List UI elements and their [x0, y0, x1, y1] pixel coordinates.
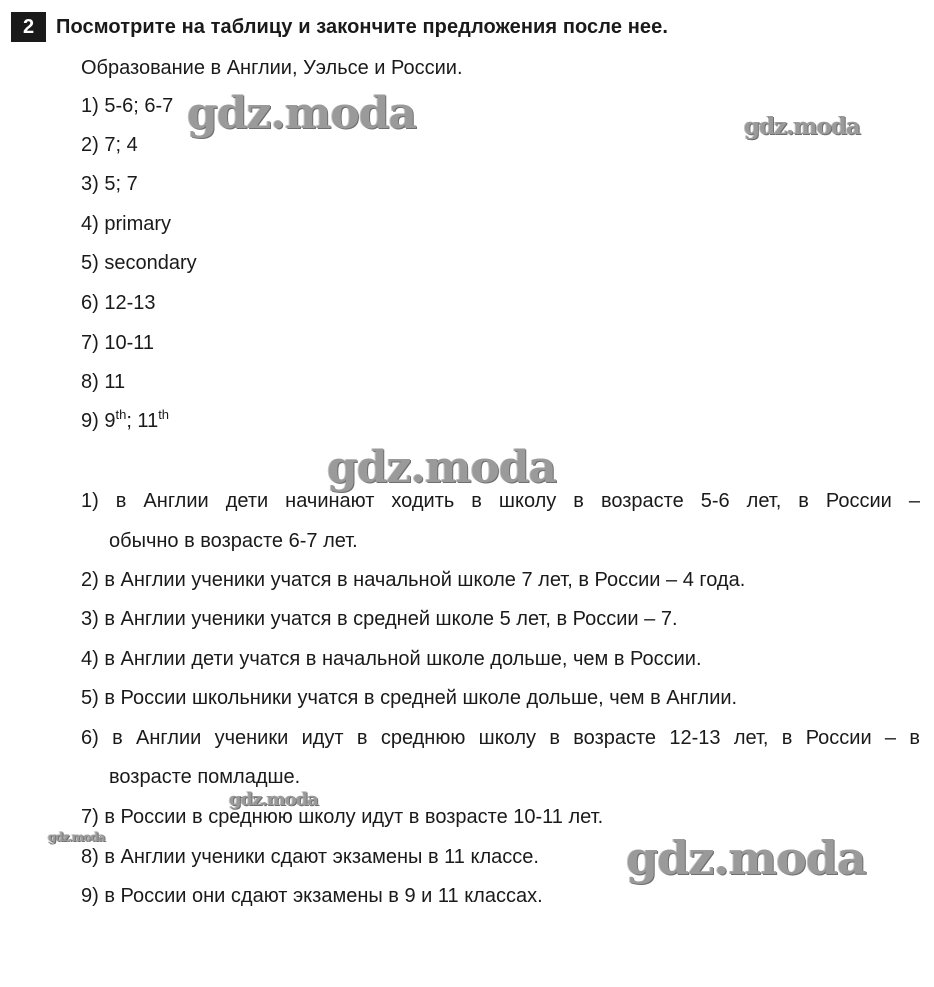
task-title: Посмотрите на таблицу и закончите предложения после нее. [56, 15, 668, 38]
watermark-logo: gdz.moda [48, 830, 105, 844]
answer-8: 8) 11 [81, 371, 126, 393]
sentence-8: 8) в Англии ученики сдают экзамены в 11 классе. [81, 846, 539, 868]
answer-1: 1) 5-6; 6-7 [81, 95, 174, 117]
answer-9-prefix: 9) 9 [81, 410, 116, 432]
answer-7: 7) 10-11 [81, 332, 155, 354]
watermark-logo: gdz.moda [327, 442, 557, 493]
sentence-9: 9) в России они сдают экзамены в 9 и 11 классах. [81, 885, 543, 907]
watermark-logo: gdz.moda [626, 831, 866, 885]
answer-9-sup-1: th [115, 407, 127, 422]
answer-6: 6) 12-13 [81, 292, 156, 314]
answer-3: 3) 5; 7 [81, 173, 138, 195]
sentence-6-line-1: 6) в Англии ученики идут в среднюю школу в возрасте 12-13 лет, в России – в [81, 727, 920, 749]
answer-9-middle: ; 11 [126, 410, 159, 432]
answer-9 [81, 408, 169, 434]
answer-4: 4) primary [81, 213, 172, 235]
subtitle: Образование в Англии, Уэльсе и России. [81, 57, 463, 79]
watermark-logo: gdz.moda [187, 88, 417, 139]
sentence-4: 4) в Англии дети учатся в начальной школе дольше, чем в России. [81, 648, 702, 670]
watermark-logo: gdz.moda [744, 113, 860, 140]
sentence-7: 7) в России в среднюю школу идут в возрасте 10-11 лет. [81, 806, 604, 828]
sentence-3: 3) в Англии ученики учатся в средней школе 5 лет, в России – 7. [81, 608, 678, 630]
sentence-6-line-2: возрасте помладше. [109, 766, 301, 788]
sentence-1-line-2: обычно в возрасте 6-7 лет. [109, 530, 358, 552]
answer-2: 2) 7; 4 [81, 134, 138, 156]
task-number-badge: 2 [11, 12, 46, 42]
sentence-1-line-1: 1) в Англии дети начинают ходить в школу в возрасте 5-6 лет, в России – [81, 490, 920, 512]
sentence-2: 2) в Англии ученики учатся в начальной школе 7 лет, в России – 4 года. [81, 569, 746, 591]
answer-5: 5) secondary [81, 252, 197, 274]
answer-9-sup-2: th [158, 407, 170, 422]
watermark-logo: gdz.moda [229, 789, 318, 810]
task-header [11, 12, 668, 42]
sentence-5: 5) в России школьники учатся в средней школе дольше, чем в Англии. [81, 687, 738, 709]
